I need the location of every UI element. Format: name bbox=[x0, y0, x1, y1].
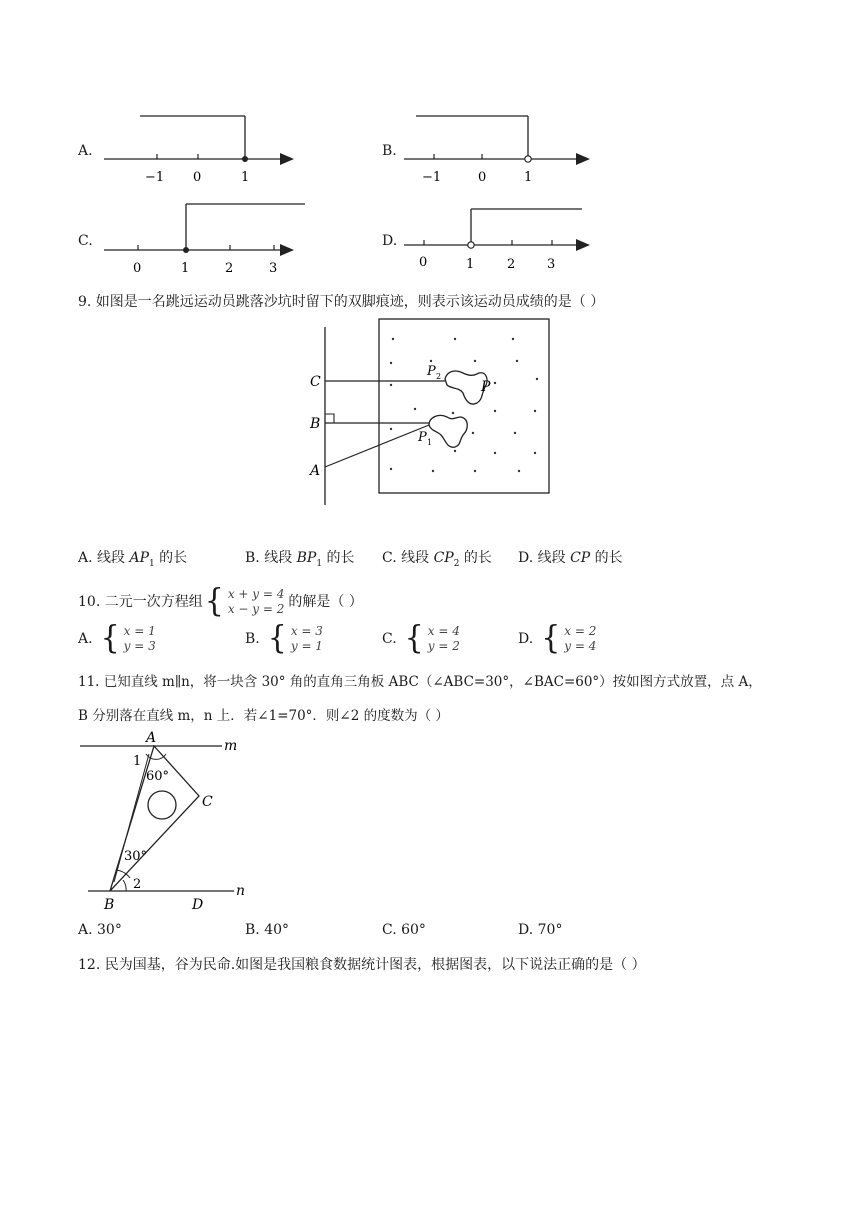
q10-option-a-brace: { bbox=[100, 620, 120, 657]
q9-option-b-seg: BP bbox=[296, 550, 317, 566]
q11-triangle-figure bbox=[78, 728, 268, 913]
q8-a-tick-0: 0 bbox=[193, 170, 202, 185]
q9-label-p2: P bbox=[427, 364, 436, 379]
q9-option-d-seg: CP bbox=[570, 550, 591, 566]
q10-system bbox=[228, 587, 285, 617]
q11-label-a: A bbox=[146, 730, 157, 746]
q10-option-a-eqs bbox=[124, 624, 156, 654]
q8-option-b-letter: B. bbox=[382, 143, 397, 159]
q9-option-c-sub: 2 bbox=[453, 558, 460, 569]
q9-option-a-prefix: A. 线段 bbox=[78, 550, 130, 566]
q10-option-b-letter: B. bbox=[245, 631, 260, 647]
q8-c-tick-3: 3 bbox=[269, 261, 278, 276]
q11-label-angle1: 1 bbox=[133, 754, 142, 769]
q9-option-d-suffix: 的长 bbox=[590, 550, 623, 566]
q10-b-eq-2: y = 1 bbox=[290, 639, 323, 653]
q9-option-d bbox=[518, 549, 623, 567]
q10-option-b-eqs bbox=[291, 624, 323, 654]
q9-option-c-suffix: 的长 bbox=[459, 550, 492, 566]
q10-stem-suffix: 的解是（ ） bbox=[288, 594, 363, 610]
q8-c-tick-1: 1 bbox=[181, 261, 190, 276]
q8-option-d-letter: D. bbox=[382, 233, 398, 249]
q9-label-a: A bbox=[310, 463, 321, 479]
q8-d-tick-3: 3 bbox=[547, 257, 556, 272]
q10-stem-prefix: 10. 二元一次方程组 bbox=[78, 594, 203, 610]
q8-d-tick-2: 2 bbox=[507, 257, 516, 272]
q11-label-m: m bbox=[224, 738, 238, 754]
q10-d-eq-2: y = 4 bbox=[564, 639, 597, 653]
q11-label-n: n bbox=[236, 883, 246, 899]
q9-option-c bbox=[382, 549, 492, 573]
q10-option-d-eqs bbox=[564, 624, 596, 654]
q10-c-eq-1: x = 4 bbox=[427, 624, 460, 638]
q11-label-60: 60° bbox=[146, 769, 170, 784]
q10-eq-1: x + y = 4 bbox=[227, 587, 285, 601]
q11-option-a: A. 30° bbox=[78, 922, 122, 938]
q8-option-c-number-line bbox=[100, 198, 310, 278]
q8-option-a-number-line bbox=[100, 108, 300, 188]
q9-label-b: B bbox=[310, 416, 321, 432]
q11-stem-line2: B 分别落在直线 m，n 上．若∠1=70°．则∠2 的度数为（ ） bbox=[78, 708, 449, 724]
q11-stem-line1: 11. 已知直线 m∥n，将一块含 30° 角的直角三角板 ABC（∠ABC=30°，∠BAC=60°）按如图方式放置，点 A， bbox=[78, 674, 762, 690]
q9-option-b bbox=[245, 549, 355, 573]
q10-a-eq-1: x = 1 bbox=[123, 624, 156, 638]
q11-label-b: B bbox=[104, 897, 115, 913]
q10-c-eq-2: y = 2 bbox=[427, 639, 460, 653]
q11-label-angle2: 2 bbox=[133, 877, 142, 892]
q11-label-d: D bbox=[192, 897, 204, 913]
q8-option-d-number-line bbox=[400, 198, 600, 278]
q10-option-b-brace: { bbox=[267, 620, 287, 657]
q8-b-tick-1: 1 bbox=[524, 170, 533, 185]
q9-option-a-seg: AP bbox=[129, 550, 149, 566]
q9-label-p1-sub: 1 bbox=[427, 438, 433, 447]
q9-label-p: P bbox=[481, 379, 491, 395]
q8-c-tick-2: 2 bbox=[225, 261, 234, 276]
q9-option-a-suffix: 的长 bbox=[154, 550, 188, 566]
q10-option-b bbox=[245, 620, 323, 657]
q12-stem: 12. 民为国基，谷为民命.如图是我国粮食数据统计图表，根据图表，以下说法正确的是（ ） bbox=[78, 957, 646, 973]
q10-a-eq-2: y = 3 bbox=[123, 639, 156, 653]
q9-option-d-prefix: D. 线段 bbox=[518, 550, 571, 566]
q8-c-tick-0: 0 bbox=[133, 261, 142, 276]
q8-a-tick-1: 1 bbox=[241, 170, 250, 185]
q8-d-tick-1: 1 bbox=[466, 257, 475, 272]
q10-b-eq-1: x = 3 bbox=[290, 624, 323, 638]
q11-option-b: B. 40° bbox=[245, 922, 290, 938]
q10-option-d bbox=[518, 620, 597, 657]
q8-b-tick-0: 0 bbox=[478, 170, 487, 185]
q9-option-c-prefix: C. 线段 bbox=[382, 550, 434, 566]
q10-brace: { bbox=[204, 583, 224, 620]
q8-option-a-letter: A. bbox=[78, 143, 93, 159]
q10-option-c bbox=[382, 620, 460, 657]
q9-sandpit-figure bbox=[305, 315, 555, 515]
q9-option-b-suffix: 的长 bbox=[322, 550, 355, 566]
q8-a-tick-neg1: −1 bbox=[145, 170, 165, 185]
q8-option-b-number-line bbox=[400, 108, 600, 188]
q11-option-d: D. 70° bbox=[518, 922, 563, 938]
q9-stem: 9. 如图是一名跳远运动员跳落沙坑时留下的双脚痕迹，则表示该运动员成绩的是（ ） bbox=[78, 294, 605, 310]
q8-b-tick-neg1: −1 bbox=[422, 170, 442, 185]
q9-label-p1: P bbox=[418, 430, 427, 445]
q9-label-p2-sub: 2 bbox=[436, 372, 442, 381]
q10-option-a-letter: A. bbox=[78, 631, 93, 647]
q8-d-tick-0: 0 bbox=[419, 255, 428, 270]
q10-eq-2: x − y = 2 bbox=[227, 602, 285, 616]
q9-option-b-prefix: B. 线段 bbox=[245, 550, 297, 566]
q11-label-30: 30° bbox=[124, 849, 148, 864]
q10-option-c-eqs bbox=[428, 624, 460, 654]
q9-label-c: C bbox=[310, 374, 321, 390]
q11-label-c: C bbox=[202, 794, 213, 810]
q10-option-d-brace: { bbox=[541, 620, 561, 657]
q9-option-b-sub: 1 bbox=[316, 558, 323, 569]
q10-option-a bbox=[78, 620, 156, 657]
q10-stem bbox=[78, 583, 363, 620]
q9-option-c-seg: CP bbox=[433, 550, 454, 566]
q9-option-a bbox=[78, 549, 187, 573]
q9-option-a-sub: 1 bbox=[149, 558, 155, 569]
q10-option-c-brace: { bbox=[404, 620, 424, 657]
q10-option-c-letter: C. bbox=[382, 631, 397, 647]
q11-option-c: C. 60° bbox=[382, 922, 426, 938]
q10-d-eq-1: x = 2 bbox=[564, 624, 597, 638]
q8-option-c-letter: C. bbox=[78, 233, 93, 249]
q10-option-d-letter: D. bbox=[518, 631, 534, 647]
